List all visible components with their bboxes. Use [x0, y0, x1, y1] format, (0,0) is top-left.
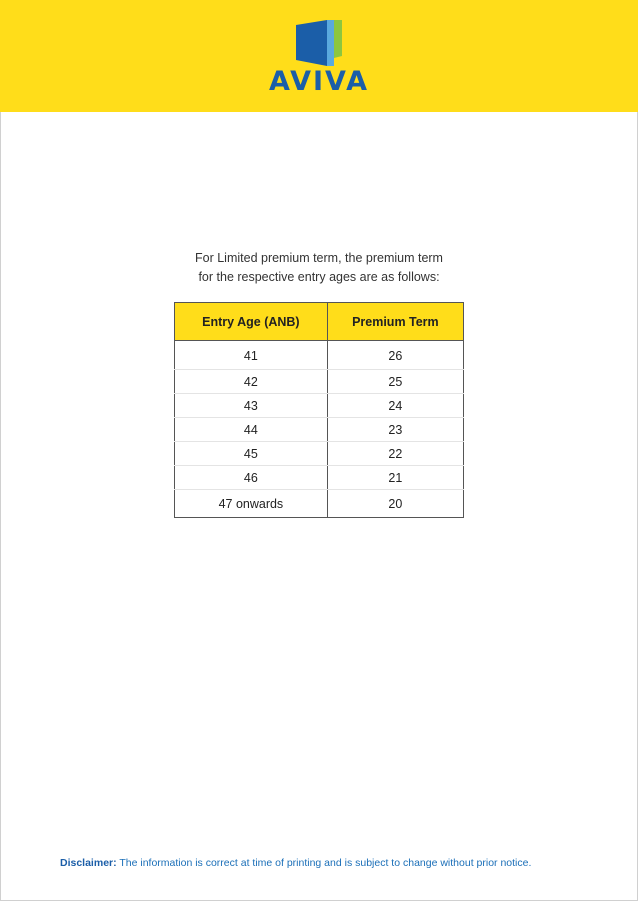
premium-term-cell: 26 — [327, 341, 463, 370]
entry-age-cell: 43 — [175, 394, 328, 418]
premium-term-cell: 24 — [327, 394, 463, 418]
premium-term-cell: 25 — [327, 370, 463, 394]
entry-age-cell: 41 — [175, 341, 328, 370]
disclaimer-text: The information is correct at time of printing and is subject to change without prior notice. — [116, 857, 532, 869]
table-header-row — [175, 303, 464, 341]
aviva-logo-mark-icon — [294, 20, 344, 66]
disclaimer — [60, 857, 531, 869]
entry-age-cell: 44 — [175, 418, 328, 442]
aviva-logo — [0, 0, 638, 112]
premium-term-cell: 22 — [327, 442, 463, 466]
intro-line-1: For Limited premium term, the premium term — [195, 251, 443, 265]
aviva-logo-text: AVIVA — [269, 66, 369, 97]
column-header-entry-age: Entry Age (ANB) — [175, 303, 328, 341]
column-header-premium-term: Premium Term — [327, 303, 463, 341]
table-row — [175, 442, 464, 466]
disclaimer-label: Disclaimer: — [60, 857, 117, 869]
entry-age-cell: 47 onwards — [175, 490, 328, 518]
header-banner — [0, 0, 638, 112]
premium-term-cell: 23 — [327, 418, 463, 442]
table-row — [175, 418, 464, 442]
table-row — [175, 370, 464, 394]
entry-age-cell: 46 — [175, 466, 328, 490]
table-row — [175, 394, 464, 418]
table-row — [175, 466, 464, 490]
intro-line-2: for the respective entry ages are as follows: — [198, 270, 440, 284]
intro-text — [150, 249, 488, 287]
table-row — [175, 341, 464, 370]
table-row — [175, 490, 464, 518]
entry-age-cell: 42 — [175, 370, 328, 394]
entry-age-cell: 45 — [175, 442, 328, 466]
premium-term-cell: 21 — [327, 466, 463, 490]
premium-term-table — [174, 302, 464, 518]
premium-term-cell: 20 — [327, 490, 463, 518]
